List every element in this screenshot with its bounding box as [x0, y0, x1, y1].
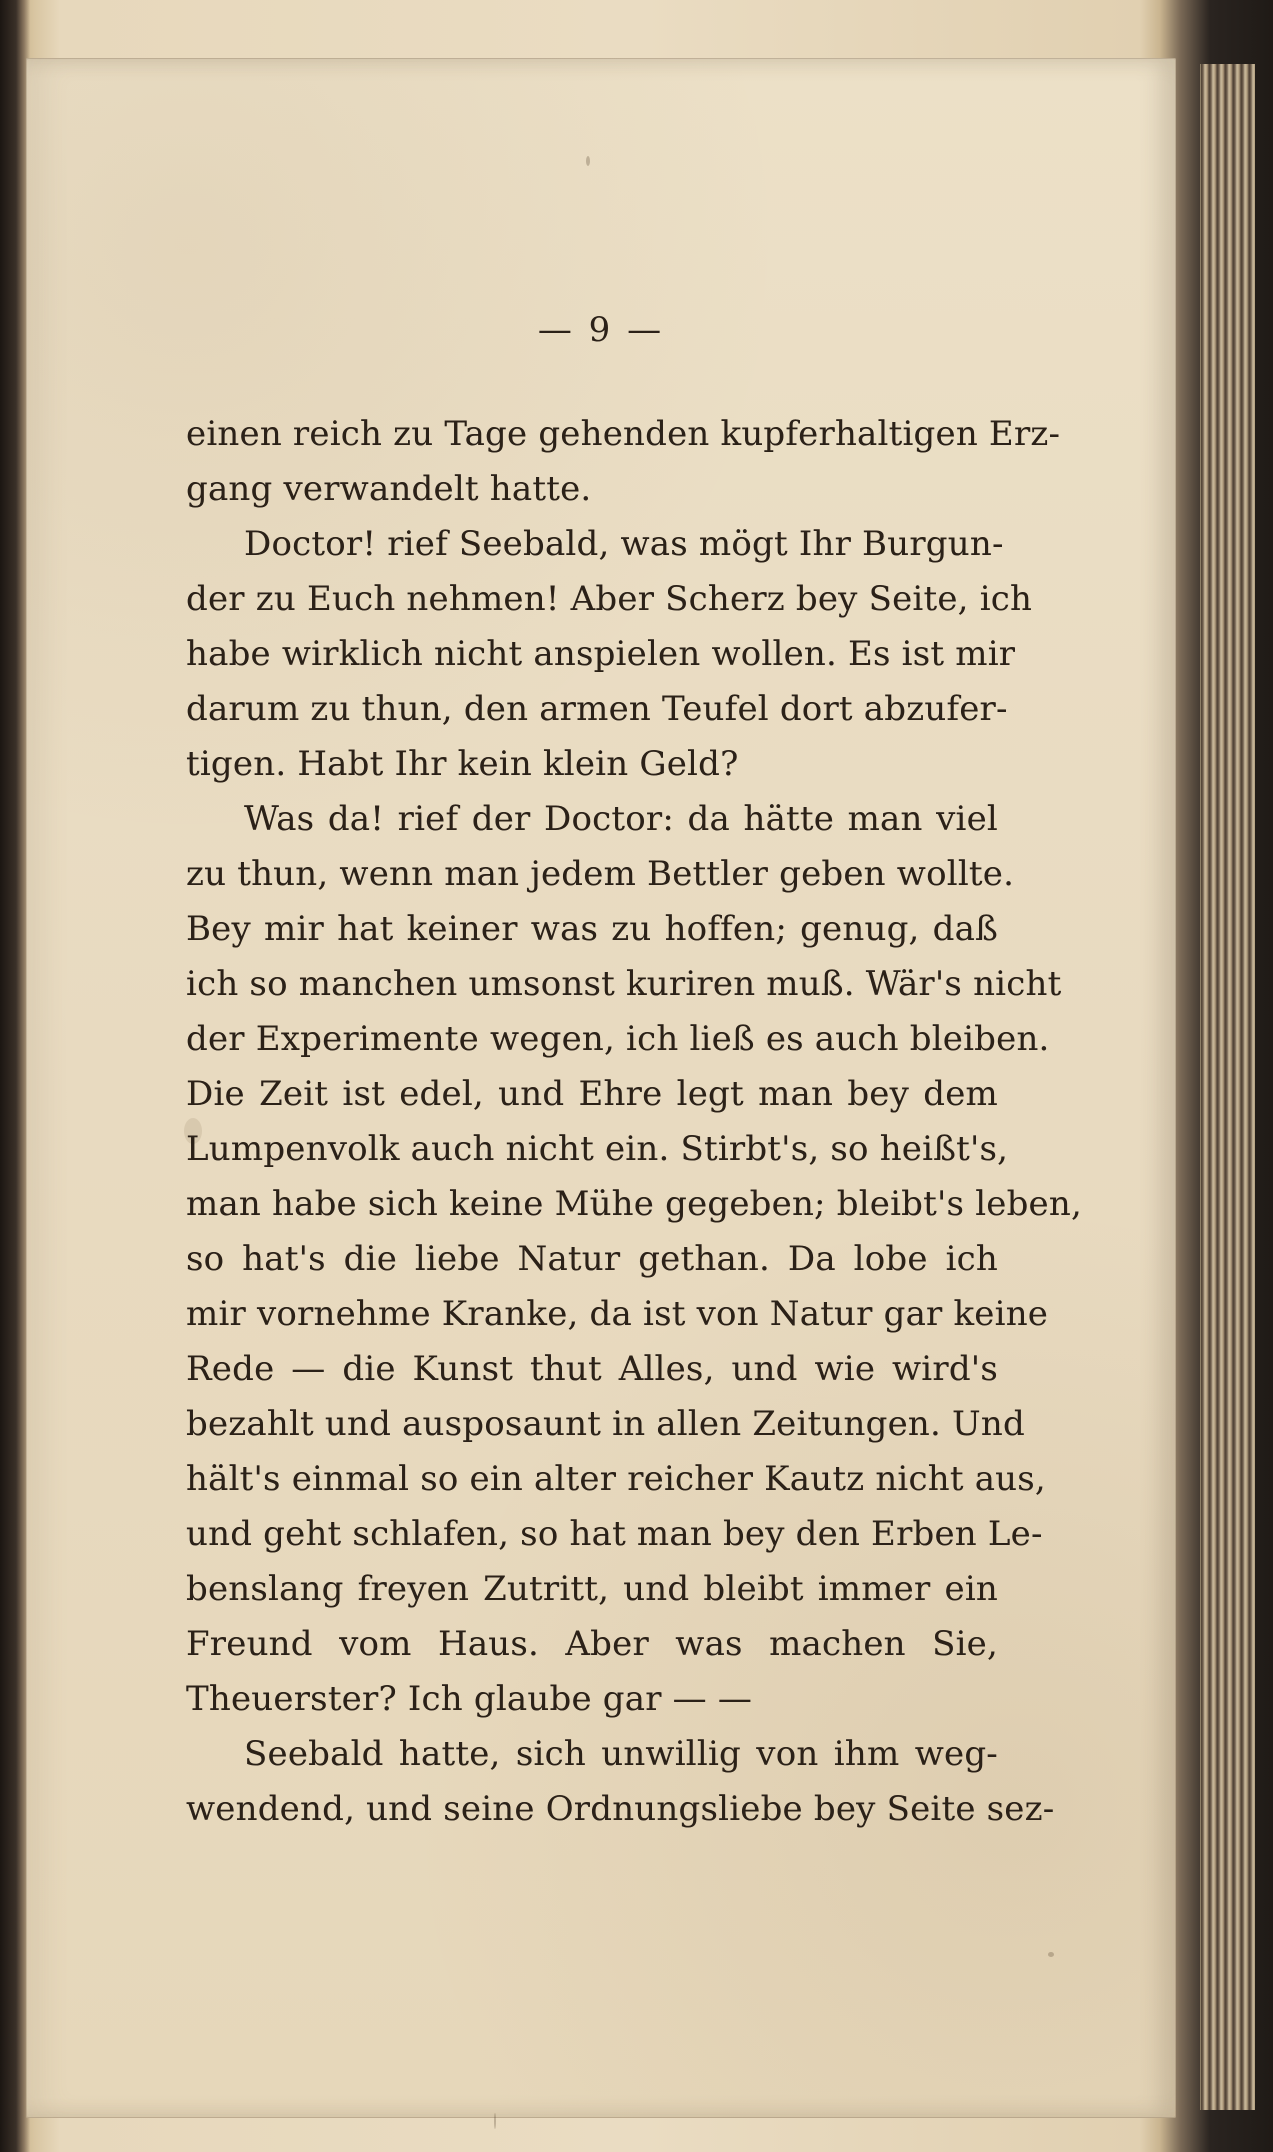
- text-line: Bey mir hat keiner was zu hoffen; genug, daß: [186, 909, 998, 949]
- text-line: benslang freyen Zutritt, und bleibt immer ein: [186, 1569, 998, 1609]
- text-line: tigen. Habt Ihr kein klein Geld?: [186, 744, 739, 784]
- text-line: Rede — die Kunst thut Alles, und wie wird's: [186, 1349, 998, 1389]
- text-line: Lumpenvolk auch nicht ein. Stirbt's, so heißt's,: [186, 1129, 1009, 1169]
- text-line: Freund vom Haus. Aber was machen Sie,: [186, 1624, 998, 1664]
- text-line: und geht schlafen, so hat man bey den Erben Le-: [186, 1514, 1043, 1554]
- text-line: so hat's die liebe Natur gethan. Da lobe ich: [186, 1239, 998, 1279]
- text-line: Die Zeit ist edel, und Ehre legt man bey dem: [186, 1074, 998, 1114]
- text-line: Doctor! rief Seebald, was mögt Ihr Burgun-: [244, 524, 1004, 564]
- text-line: ich so manchen umsonst kuriren muß. Wär's nicht: [186, 964, 1062, 1004]
- book-page: [26, 58, 1176, 2118]
- text-line: man habe sich keine Mühe gegeben; bleibt's leben,: [186, 1184, 1082, 1224]
- text-line: Theuerster? Ich glaube gar — —: [186, 1679, 753, 1719]
- text-line: bezahlt und ausposaunt in allen Zeitungen. Und: [186, 1404, 1025, 1444]
- text-line: zu thun, wenn man jedem Bettler geben wollte.: [186, 854, 1015, 894]
- page-number: — 9 —: [537, 310, 665, 350]
- text-line: der zu Euch nehmen! Aber Scherz bey Seite, ich: [186, 579, 1033, 619]
- paper-speck: [1048, 1952, 1054, 1957]
- paper-speck: [586, 156, 590, 166]
- text-line: der Experimente wegen, ich ließ es auch bleiben.: [186, 1019, 1050, 1059]
- text-line: mir vornehme Kranke, da ist von Natur gar keine: [186, 1294, 1049, 1334]
- text-line: einen reich zu Tage gehenden kupferhaltigen Erz-: [186, 414, 1061, 454]
- text-line: darum zu thun, den armen Teufel dort abzufer-: [186, 689, 1008, 729]
- paper-speck: [494, 2113, 496, 2129]
- text-line: wendend, und seine Ordnungsliebe bey Seite sez-: [186, 1789, 1055, 1829]
- text-line: gang verwandelt hatte.: [186, 469, 592, 509]
- book-page-edge: [1200, 64, 1255, 2110]
- text-line: Seebald hatte, sich unwillig von ihm weg-: [244, 1734, 998, 1774]
- page-text: [186, 407, 1082, 1837]
- text-line: habe wirklich nicht anspielen wollen. Es ist mir: [186, 634, 1016, 674]
- text-line: hält's einmal so ein alter reicher Kautz nicht aus,: [186, 1459, 1046, 1499]
- text-line: Was da! rief der Doctor: da hätte man viel: [244, 799, 998, 839]
